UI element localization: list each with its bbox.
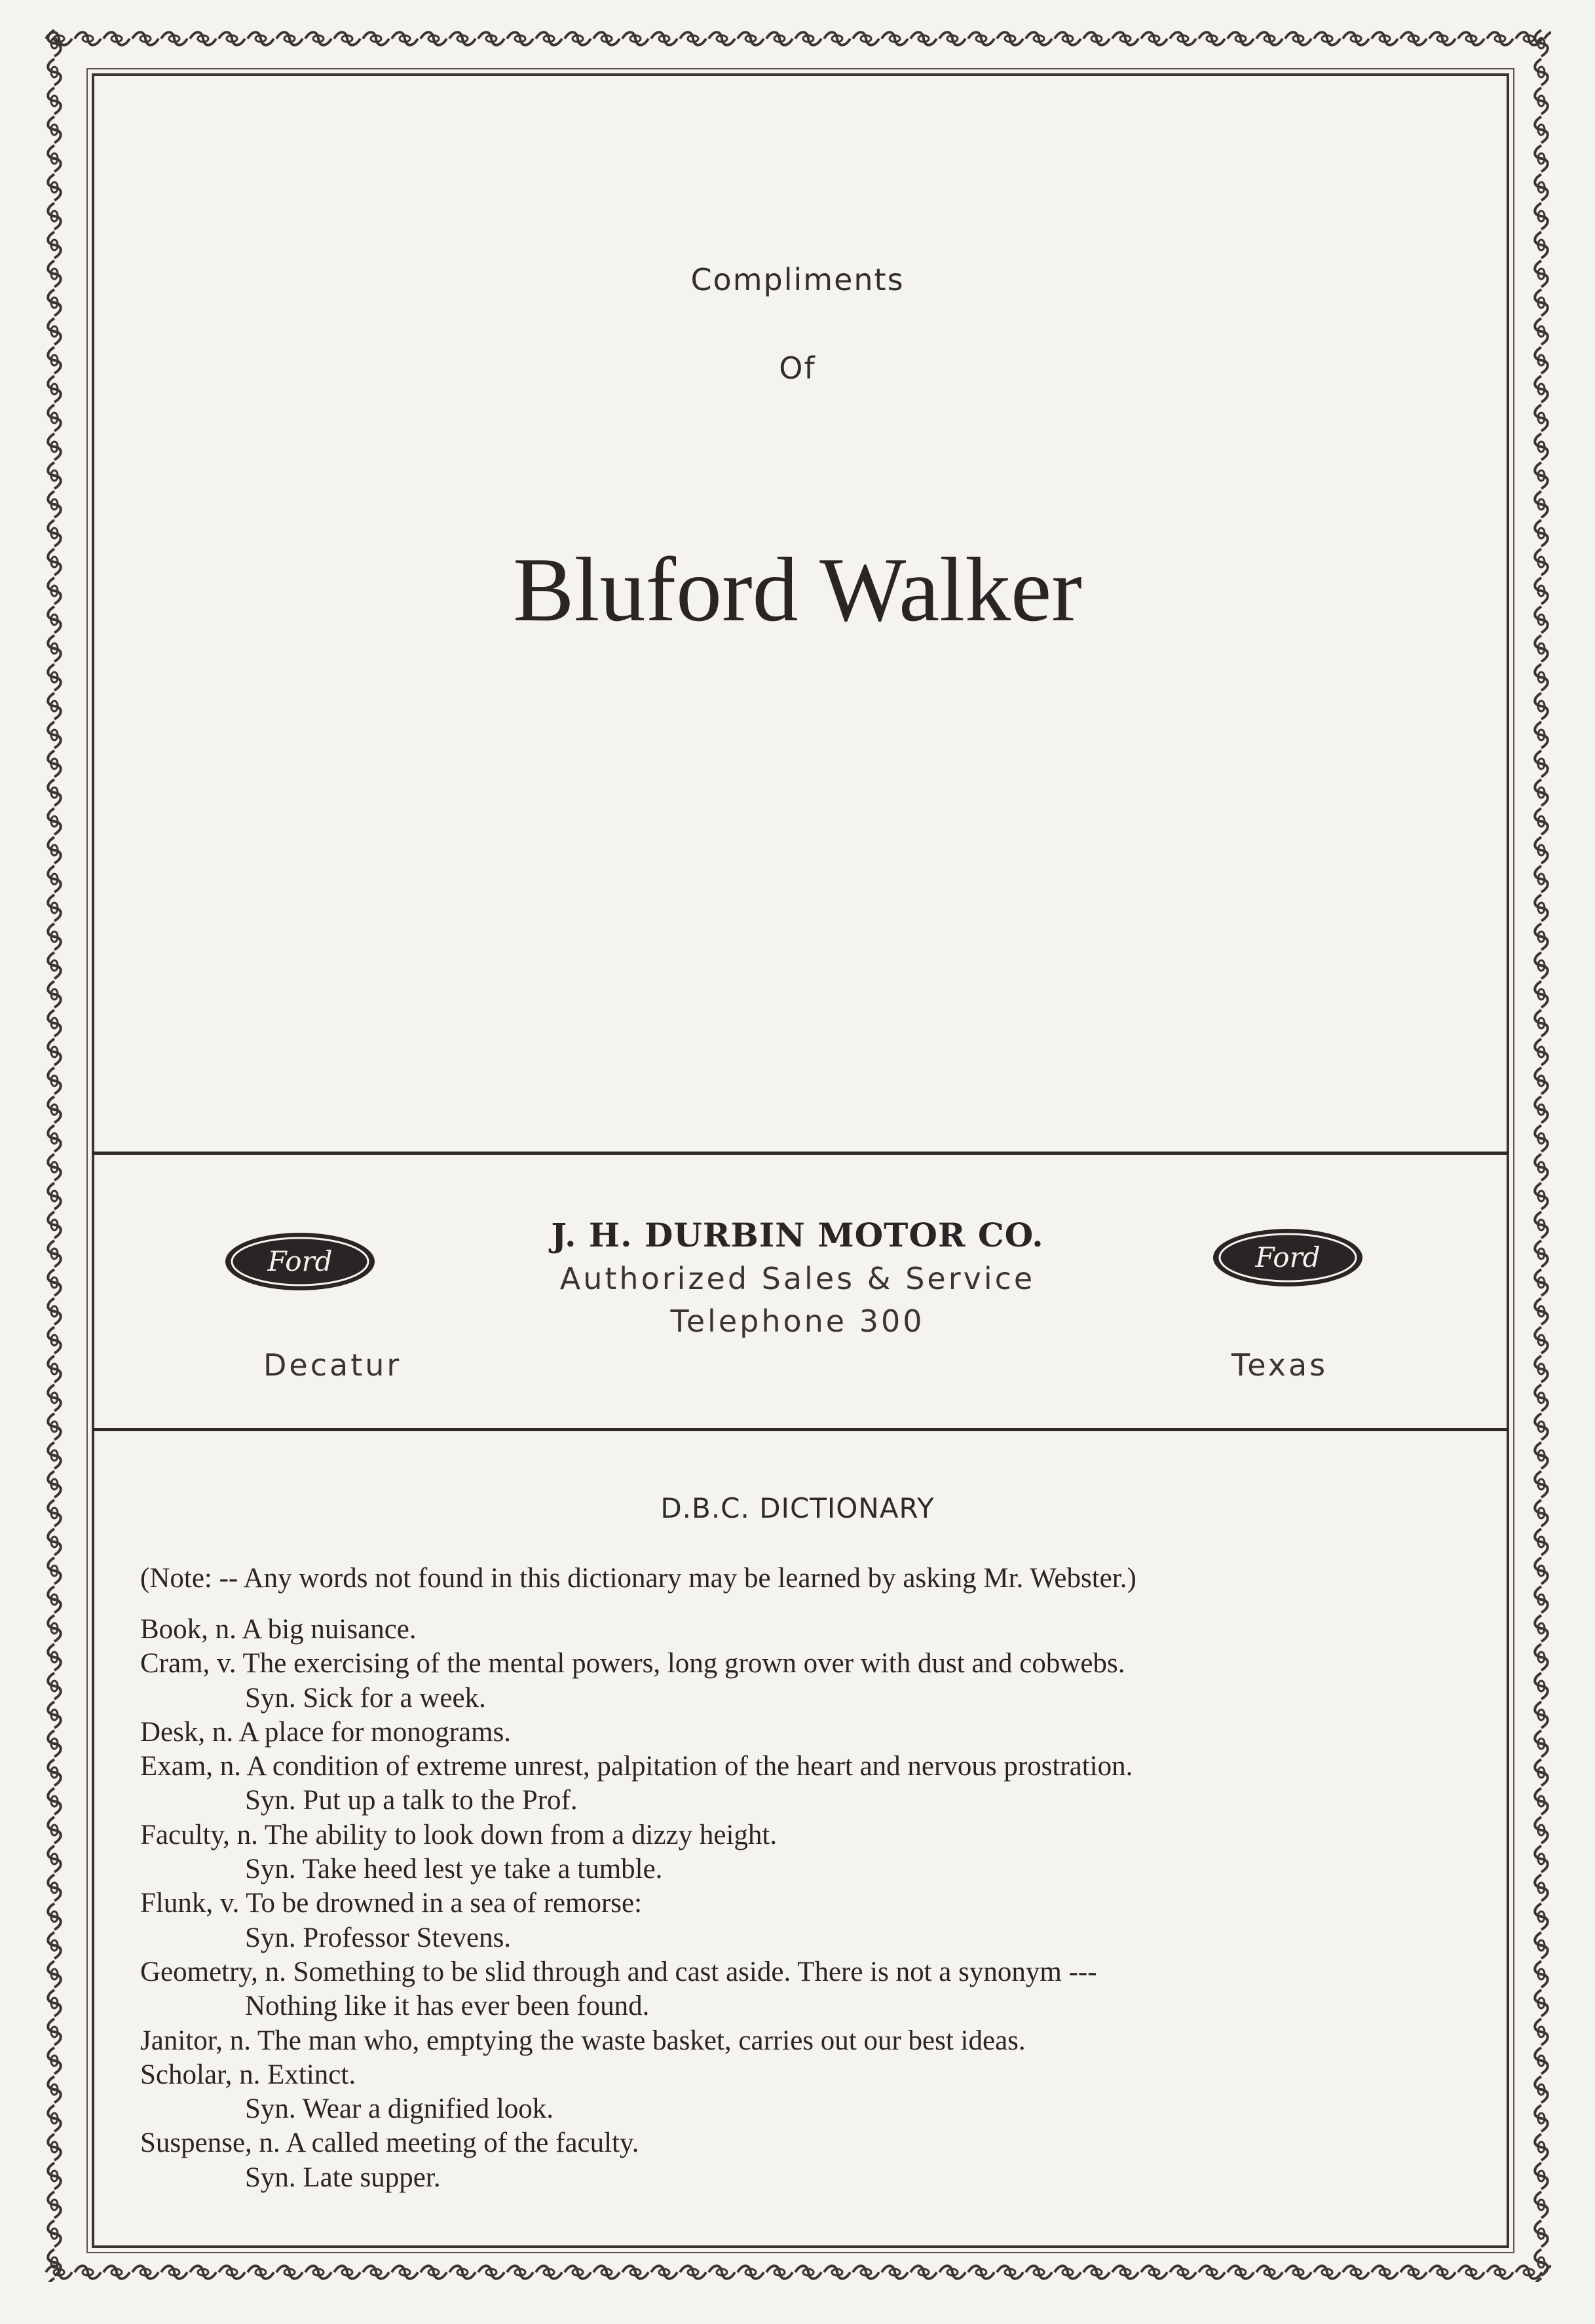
section-divider-bottom (92, 1428, 1509, 1431)
dictionary-synonym-line: Syn. Professor Stevens. (245, 1922, 512, 1953)
svg-text:Ford: Ford (267, 1245, 333, 1277)
dictionary-entry-line: Desk, n. A place for monograms. (140, 1716, 512, 1748)
sales-service-text: Authorized Sales & Service (559, 1261, 1036, 1296)
telephone-text: Telephone 300 (670, 1303, 925, 1339)
sponsor-name: Bluford Walker (513, 539, 1082, 641)
dictionary-title: D.B.C. DICTIONARY (660, 1492, 935, 1524)
dictionary-entry-line: Flunk, v. To be drowned in a sea of remorse: (140, 1888, 643, 1919)
dictionary-entry-line: Geometry, n. Something to be slid through and cast aside. There is not a synonym --- (140, 1956, 1097, 1987)
dictionary-entry-line: Cram, v. The exercising of the mental powers, long grown over with dust and cobwebs. (140, 1648, 1125, 1679)
city-decatur: Decatur (263, 1347, 402, 1383)
dictionary-entry-line: Exam, n. A condition of extreme unrest, palpitation of the heart and nervous prostration. (140, 1751, 1133, 1782)
dictionary-synonym-line: Nothing like it has ever been found. (245, 1991, 650, 2022)
dictionary-entry-line: Faculty, n. The ability to look down from a dizzy height. (140, 1819, 778, 1850)
state-texas: Texas (1231, 1347, 1328, 1383)
dictionary-entry-line: Janitor, n. The man who, emptying the waste basket, carries out our best ideas. (140, 2025, 1026, 2056)
dictionary-entries (140, 1613, 1503, 2195)
company-name: J. H. DURBIN MOTOR CO. (551, 1216, 1044, 1254)
dictionary-entry-line: Scholar, n. Extinct. (140, 2059, 356, 2090)
svg-text:Ford: Ford (1255, 1241, 1321, 1273)
compliments-text: Compliments (690, 262, 905, 297)
border-bottom-chain (45, 2262, 1551, 2282)
dictionary-entry-line: Suspense, n. A called meeting of the faculty. (140, 2127, 639, 2159)
dictionary-synonym-line: Syn. Put up a talk to the Prof. (245, 1785, 578, 1816)
dictionary-synonym-line: Syn. Late supper. (245, 2162, 441, 2193)
section-divider-top (92, 1152, 1509, 1155)
dictionary-entry-line: Book, n. A big nuisance. (140, 1614, 417, 1645)
dictionary-synonym-line: Syn. Sick for a week. (245, 1682, 486, 1714)
dictionary-synonym-line: Syn. Wear a dignified look. (245, 2093, 554, 2125)
dictionary-note: (Note: -- Any words not found in this dictionary may be learned by asking Mr. Webster.) (140, 1563, 1136, 1594)
of-text: Of (779, 350, 816, 386)
dictionary-synonym-line: Syn. Take heed lest ye take a tumble. (245, 1854, 663, 1885)
border-top-chain (45, 29, 1551, 48)
